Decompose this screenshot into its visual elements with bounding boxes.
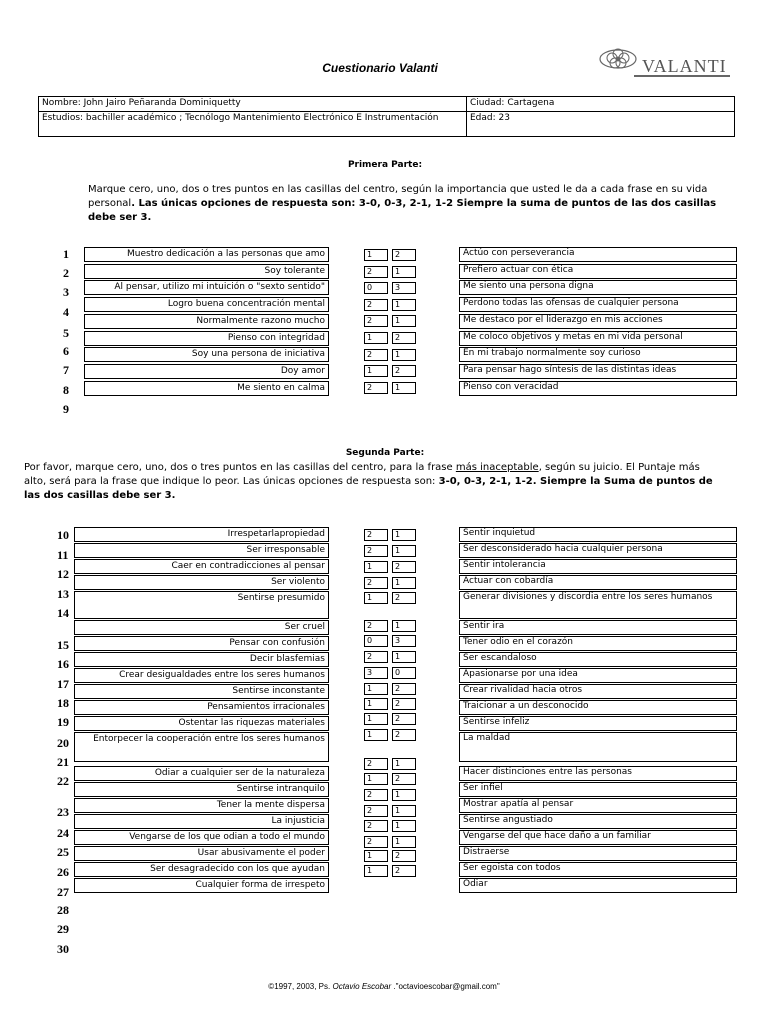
score-cell-a[interactable]: 2 — [364, 315, 388, 327]
left-statement: Normalmente razono mucho — [84, 314, 329, 329]
score-cell-b[interactable]: 1 — [392, 529, 416, 541]
left-statement: Ser cruel — [74, 620, 329, 635]
right-statement: Sentir inquietud — [459, 527, 737, 542]
score-cell-a[interactable]: 2 — [364, 349, 388, 361]
score-cell-b[interactable]: 1 — [392, 266, 416, 278]
score-cell-b[interactable]: 1 — [392, 382, 416, 394]
footer-email: ."octavioescobar@gmail.com" — [391, 982, 500, 991]
score-cell-a[interactable]: 1 — [364, 850, 388, 862]
left-statement: Sentirse intranquilo — [74, 782, 329, 797]
question-number: 3 — [63, 285, 69, 299]
score-cell-a[interactable]: 3 — [364, 667, 388, 679]
score-cell-a[interactable]: 2 — [364, 836, 388, 848]
score-cell-a[interactable]: 2 — [364, 382, 388, 394]
question-number: 8 — [63, 383, 69, 397]
score-cell-a[interactable]: 1 — [364, 773, 388, 785]
score-cell-b[interactable]: 0 — [392, 667, 416, 679]
left-statement: Soy una persona de iniciativa — [84, 347, 329, 362]
left-statement: Pienso con integridad — [84, 331, 329, 346]
question-number: 28 — [57, 903, 69, 917]
question-number: 1 — [63, 247, 69, 261]
score-cell-b[interactable]: 1 — [392, 836, 416, 848]
part1-instructions-bold: . Las únicas opciones de respuesta son: 3-0, 0-3, 2-1, 1-2 Siempre la suma de puntos de las dos casillas debe ser 3. — [88, 198, 717, 223]
score-cell-b[interactable]: 1 — [392, 299, 416, 311]
right-statement: Apasionarse por una idea — [459, 668, 737, 683]
part1-heading: Primera Parte: — [347, 160, 423, 170]
score-cell-a[interactable]: 2 — [364, 620, 388, 632]
score-cell-a[interactable]: 2 — [364, 545, 388, 557]
score-cell-a[interactable]: 1 — [364, 729, 388, 741]
score-cell-a[interactable]: 1 — [364, 698, 388, 710]
right-statement: Crear rivalidad hacia otros — [459, 684, 737, 699]
left-statement: Tener la mente dispersa — [74, 798, 329, 813]
score-cell-a[interactable]: 1 — [364, 683, 388, 695]
right-statement: Sentir intolerancia — [459, 559, 737, 574]
left-statement: Odiar a cualquier ser de la naturaleza — [74, 766, 329, 781]
question-number: 25 — [57, 845, 69, 859]
score-cell-b[interactable]: 1 — [392, 577, 416, 589]
score-cell-a[interactable]: 1 — [364, 249, 388, 261]
left-statement: Me siento en calma — [84, 381, 329, 396]
right-statement: Ser desconsiderado hacia cualquier persona — [459, 543, 737, 558]
question-number: 11 — [57, 548, 69, 562]
part2-heading: Segunda Parte: — [345, 448, 425, 458]
right-statement: Vengarse del que hace daño a un familiar — [459, 830, 737, 845]
score-cell-b[interactable]: 2 — [392, 865, 416, 877]
right-statement: Ser infiel — [459, 782, 737, 797]
score-cell-a[interactable]: 2 — [364, 805, 388, 817]
score-cell-b[interactable]: 2 — [392, 365, 416, 377]
question-number: 21 — [57, 755, 69, 769]
question-number: 18 — [57, 696, 69, 710]
left-statement: Soy tolerante — [84, 264, 329, 279]
studies-cell: Estudios: bachiller académico ; Tecnólogo Mantenimiento Electrónico E Instrumentación — [39, 112, 467, 137]
part2-instructions — [24, 461, 714, 503]
flower-logo-icon — [598, 42, 638, 76]
question-number: 2 — [63, 266, 69, 280]
footer-prefix: ©1997, 2003, Ps. — [268, 982, 333, 991]
right-statement: En mi trabajo normalmente soy curioso — [459, 347, 737, 362]
part2-instructions-bold: 3-0, 0-3, 2-1, 1-2. Siempre la Suma de puntos de las dos casillas debe ser 3. — [24, 476, 713, 501]
score-cell-b[interactable]: 2 — [392, 729, 416, 741]
right-statement: Ser egoista con todos — [459, 862, 737, 877]
score-cell-b[interactable]: 2 — [392, 683, 416, 695]
score-cell-b[interactable]: 1 — [392, 789, 416, 801]
left-statement: Cualquier forma de irrespeto — [74, 878, 329, 893]
score-cell-b[interactable]: 1 — [392, 805, 416, 817]
question-number: 27 — [57, 885, 69, 899]
right-statement: Me siento una persona digna — [459, 280, 737, 295]
right-statement: Sentir ira — [459, 620, 737, 635]
score-cell-a[interactable]: 2 — [364, 820, 388, 832]
score-cell-b[interactable]: 2 — [392, 592, 416, 604]
score-cell-b[interactable]: 2 — [392, 850, 416, 862]
right-statement: Actúo con perseverancia — [459, 247, 737, 262]
score-cell-b[interactable]: 1 — [392, 620, 416, 632]
part2-instructions-underlined: más inaceptable — [455, 462, 539, 473]
question-number: 19 — [57, 715, 69, 729]
right-statement: Traicionar a un desconocido — [459, 700, 737, 715]
right-statement: Distraerse — [459, 846, 737, 861]
city-cell: Ciudad: Cartagena — [467, 97, 735, 112]
score-cell-b[interactable]: 2 — [392, 698, 416, 710]
left-statement: Logro buena concentración mental — [84, 297, 329, 312]
right-statement: Sentirse infeliz — [459, 716, 737, 731]
score-cell-a[interactable]: 2 — [364, 758, 388, 770]
score-cell-a[interactable]: 1 — [364, 865, 388, 877]
question-number: 29 — [57, 922, 69, 936]
question-number: 10 — [57, 528, 69, 542]
left-statement: Sentirse inconstante — [74, 684, 329, 699]
footer — [0, 982, 768, 991]
question-number: 20 — [57, 736, 69, 750]
left-statement: Al pensar, utilizo mi intuición o "sexto sentido" — [84, 280, 329, 295]
question-number: 7 — [63, 363, 69, 377]
age-cell: Edad: 23 — [467, 112, 735, 137]
right-statement: Para pensar hago síntesis de las distintas ideas — [459, 364, 737, 379]
right-statement: Prefiero actuar con ética — [459, 264, 737, 279]
logo-underline — [634, 75, 730, 77]
score-cell-a[interactable]: 2 — [364, 789, 388, 801]
score-cell-a[interactable]: 1 — [364, 592, 388, 604]
right-statement: Actuar con cobardía — [459, 575, 737, 590]
valanti-logo — [598, 42, 738, 78]
score-cell-b[interactable]: 1 — [392, 545, 416, 557]
score-cell-a[interactable]: 0 — [364, 635, 388, 647]
score-cell-a[interactable]: 2 — [364, 529, 388, 541]
score-cell-b[interactable]: 1 — [392, 651, 416, 663]
left-statement: Entorpecer la cooperación entre los seres humanos — [74, 732, 329, 762]
question-number: 6 — [63, 344, 69, 358]
score-cell-b[interactable]: 3 — [392, 635, 416, 647]
left-statement: Muestro dedicación a las personas que amo — [84, 247, 329, 262]
question-number: 24 — [57, 826, 69, 840]
right-statement: Mostrar apatía al pensar — [459, 798, 737, 813]
footer-author: Octavio Escobar — [332, 982, 392, 991]
score-cell-b[interactable]: 2 — [392, 561, 416, 573]
right-statement: Sentirse angustiado — [459, 814, 737, 829]
question-number: 26 — [57, 865, 69, 879]
part1-instructions — [88, 183, 724, 225]
part1-instructions-text: Marque cero, uno, dos o tres puntos en las casillas del centro, según la importancia que usted le da a cada frase en su vida personal — [88, 184, 708, 209]
score-cell-b[interactable]: 2 — [392, 332, 416, 344]
question-number: 5 — [63, 326, 69, 340]
left-statement: Usar abusivamente el poder — [74, 846, 329, 861]
left-statement: Ser desagradecido con los que ayudan — [74, 862, 329, 877]
left-statement: Ostentar las riquezas materiales — [74, 716, 329, 731]
part2-instructions-text-a: Por favor, marque cero, uno, dos o tres puntos en las casillas del centro, para la frase — [24, 462, 456, 473]
score-cell-a[interactable]: 2 — [364, 651, 388, 663]
right-statement: Me destaco por el liderazgo en mis acciones — [459, 314, 737, 329]
question-number: 4 — [63, 305, 69, 319]
left-statement: Crear desigualdades entre los seres humanos — [74, 668, 329, 683]
right-statement: Hacer distinciones entre las personas — [459, 766, 737, 781]
score-cell-b[interactable]: 1 — [392, 820, 416, 832]
left-statement: Irrespetarlapropiedad — [74, 527, 329, 542]
question-number: 16 — [57, 657, 69, 671]
score-cell-a[interactable]: 1 — [364, 561, 388, 573]
score-cell-b[interactable]: 2 — [392, 249, 416, 261]
score-cell-b[interactable]: 1 — [392, 349, 416, 361]
question-number: 30 — [57, 942, 69, 956]
right-statement: La maldad — [459, 732, 737, 762]
right-statement: Me coloco objetivos y metas en mi vida personal — [459, 331, 737, 346]
score-cell-b[interactable]: 3 — [392, 282, 416, 294]
question-number: 12 — [57, 567, 69, 581]
question-number: 14 — [57, 606, 69, 620]
score-cell-b[interactable]: 2 — [392, 713, 416, 725]
left-statement: Pensamientos irracionales — [74, 700, 329, 715]
score-cell-a[interactable]: 2 — [364, 299, 388, 311]
score-cell-a[interactable]: 0 — [364, 282, 388, 294]
document-title: Cuestionario Valanti — [322, 61, 438, 75]
question-number: 22 — [57, 774, 69, 788]
right-statement: Perdono todas las ofensas de cualquier persona — [459, 297, 737, 312]
score-cell-a[interactable]: 1 — [364, 713, 388, 725]
score-cell-b[interactable]: 1 — [392, 315, 416, 327]
right-statement: Pienso con veracidad — [459, 381, 737, 396]
logo-text: VALANTI — [642, 56, 727, 76]
question-number: 23 — [57, 805, 69, 819]
question-number: 15 — [57, 638, 69, 652]
right-statement: Ser escandaloso — [459, 652, 737, 667]
left-statement: Doy amor — [84, 364, 329, 379]
score-cell-a[interactable]: 1 — [364, 332, 388, 344]
left-statement: Caer en contradicciones al pensar — [74, 559, 329, 574]
score-cell-a[interactable]: 2 — [364, 266, 388, 278]
left-statement: Vengarse de los que odian a todo el mundo — [74, 830, 329, 845]
question-number: 17 — [57, 677, 69, 691]
question-number: 13 — [57, 587, 69, 601]
name-cell: Nombre: John Jairo Peñaranda Dominiquetty — [39, 97, 467, 112]
right-statement: Generar divisiones y discordia entre los seres humanos — [459, 591, 737, 619]
score-cell-b[interactable]: 2 — [392, 773, 416, 785]
score-cell-a[interactable]: 2 — [364, 577, 388, 589]
left-statement: Ser violento — [74, 575, 329, 590]
left-statement: Pensar con confusión — [74, 636, 329, 651]
right-statement: Odiar — [459, 878, 737, 893]
part2-instructions-text-b: , según su juicio. El Puntaje más alto, será para la frase que indique lo peor. Las únicas opciones de respuesta son: — [24, 462, 700, 487]
left-statement: La injusticia — [74, 814, 329, 829]
question-number: 9 — [63, 402, 69, 416]
left-statement: Decir blasfemias — [74, 652, 329, 667]
right-statement: Tener odio en el corazón — [459, 636, 737, 651]
left-statement: Sentirse presumido — [74, 591, 329, 619]
respondent-info-table — [38, 96, 735, 137]
score-cell-b[interactable]: 1 — [392, 758, 416, 770]
left-statement: Ser irresponsable — [74, 543, 329, 558]
score-cell-a[interactable]: 1 — [364, 365, 388, 377]
